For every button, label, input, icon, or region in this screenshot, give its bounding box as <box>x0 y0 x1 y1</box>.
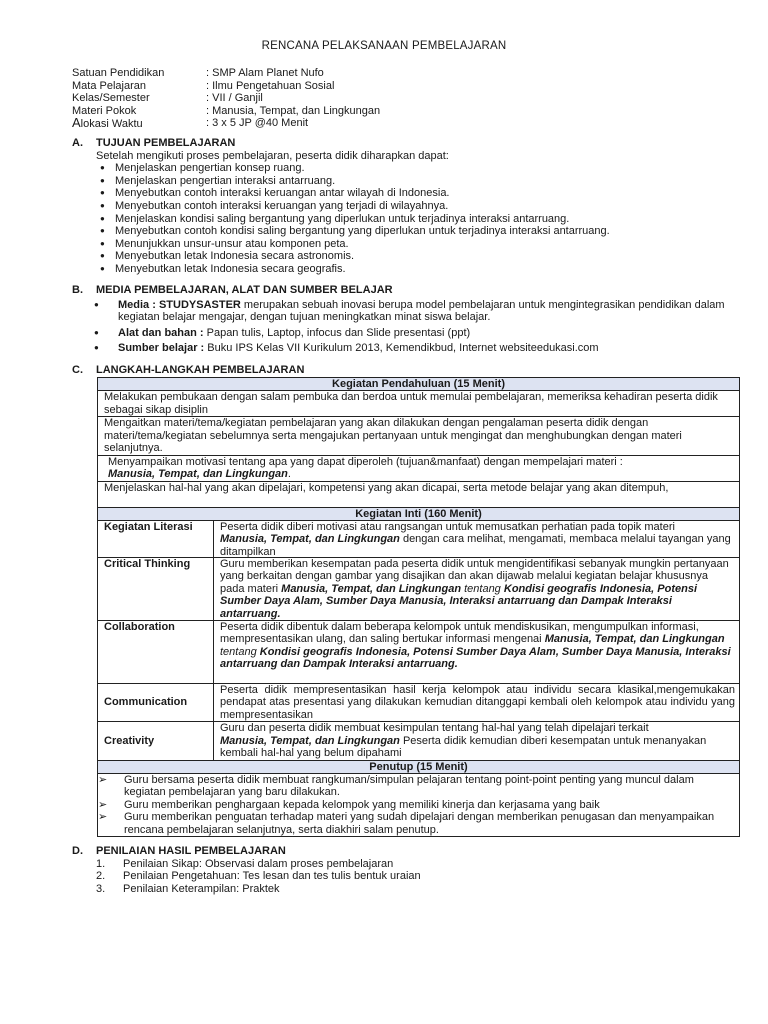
list-item: ● Menyebutkan contoh interaksi keruangan yang terjadi di wilayahnya. <box>96 200 742 213</box>
subtopic-text: Kondisi geografis Indonesia, Potensi Sumber Daya Alam, Sumber Daya Manusia, Interaksi antarruang dan Dampak Interaksi antarruang. <box>220 645 731 671</box>
list-item: ● Menyebutkan letak Indonesia secara astronomis. <box>96 250 742 263</box>
table-cell <box>214 621 740 684</box>
penutup-header: Penutup (15 Menit) <box>98 760 740 773</box>
table-row <box>98 455 740 481</box>
section-title: LANGKAH-LANGKAH PEMBELAJARAN <box>96 364 305 376</box>
identity-row <box>72 67 380 80</box>
list-item: ➢ Guru memberikan penghargaan kepada kelompok yang memiliki kinerja dan kerjasama yang baik <box>102 799 735 811</box>
table-cell <box>98 455 740 481</box>
identity-value: : Ilmu Pengetahuan Sosial <box>206 79 335 92</box>
identity-value: : SMP Alam Planet Nufo <box>206 67 324 79</box>
cell-text: Peserta didik kemudian diberi kesempatan untuk menanyakan kembali hal-hal yang belum dipahami <box>220 734 707 760</box>
list-item <box>94 342 742 355</box>
table-row <box>98 722 740 760</box>
table-cell <box>214 521 740 558</box>
table-row <box>98 391 740 417</box>
cell-text: Guru dan peserta didik membuat kesimpulan tentang hal-hal yang telah dipelajari terkait <box>220 722 649 735</box>
identity-row <box>72 105 380 118</box>
table-row <box>98 621 740 684</box>
list-item: ➢ Guru bersama peserta didik membuat rangkuman/simpulan pelajaran tentang point-point penting yang muncul dalam kegiatan pembelajaran yang baru dilakukan. <box>102 774 735 799</box>
media-list <box>72 299 742 355</box>
item-text: Buku IPS Kelas VII Kurikulum 2013, Kemendikbud, Internet websiteedukasi.com <box>204 342 599 355</box>
section-heading <box>72 845 742 858</box>
table-cell <box>98 773 740 836</box>
motivasi-end: . <box>287 468 291 481</box>
topic-text: Manusia, Tempat, dan Lingkungan <box>544 633 725 646</box>
list-item: ● Menyebutkan letak Indonesia secara geografis. <box>96 263 742 276</box>
section-intro: Setelah mengikuti proses pembelajaran, peserta didik diharapkan dapat: <box>96 149 449 162</box>
table-row <box>98 521 740 558</box>
section-langkah <box>72 364 742 377</box>
cell-text: tentang <box>220 645 260 658</box>
list-item <box>96 858 742 871</box>
tujuan-list <box>72 162 742 275</box>
motivasi-text: Menyampaikan motivasi tentang apa yang dapat diperoleh (tujuan&manfaat) dengan mempelajari materi : <box>108 455 623 468</box>
cell-text: Guru memberikan kesempatan pada peserta didik untuk mengidentifikasi sebanyak mungkin pertanyaan yang berkaitan dengan gambar yang disajikan dan akan dijawab melalui kegiatan belajar khususnya pada materi <box>220 558 729 595</box>
identity-row <box>72 80 380 93</box>
section-tujuan <box>72 137 742 276</box>
section-letter: C. <box>72 364 83 376</box>
identity-key: Satuan Pendidikan <box>72 67 165 79</box>
identity-value: : 3 x 5 JP @40 Menit <box>206 117 309 130</box>
item-text: Papan tulis, Laptop, infocus dan Slide presentasi (ppt) <box>203 326 471 339</box>
item-number: 3. <box>96 882 106 895</box>
list-item: ● Menjelaskan pengertian interaksi antarruang. <box>96 175 742 188</box>
item-label: Sumber belajar : <box>118 342 205 355</box>
section-heading <box>72 284 742 297</box>
item-text: Penilaian Pengetahuan: Tes lesan dan tes tulis bentuk uraian <box>123 870 421 883</box>
table-row <box>98 507 740 520</box>
identity-key: Mata Pelajaran <box>72 79 146 92</box>
identity-value: : Manusia, Tempat, dan Lingkungan <box>206 104 381 117</box>
list-item: ● Menyebutkan contoh interaksi keruangan antar wilayah di Indonesia. <box>96 187 742 200</box>
identity-row <box>72 92 380 105</box>
literasi-label: Kegiatan Literasi <box>98 521 214 558</box>
identity-value: : VII / Ganjil <box>206 92 263 105</box>
table-cell: Peserta didik mempresentasikan hasil kerja kelompok atau individu secara klasikal,mengemukakan pendapat atas presentasi yang dilakukan kemudian ditanggapi kembali oleh kelompok atau individu yang mempresentasikan <box>214 684 740 722</box>
identity-row <box>72 117 380 130</box>
section-media <box>72 284 742 358</box>
section-letter: B. <box>72 284 83 296</box>
list-item: ● Menyebutkan contoh kondisi saling bergantung yang diperlukan untuk terjadinya interaksi antarruang. <box>96 225 742 238</box>
table-row <box>98 760 740 773</box>
topic-text: Manusia, Tempat, dan Lingkungan <box>281 582 462 595</box>
communication-label: Communication <box>98 684 214 722</box>
table-row <box>98 773 740 836</box>
identity-block <box>72 67 380 130</box>
section-heading <box>72 137 742 150</box>
table-row <box>98 417 740 455</box>
section-title: MEDIA PEMBELAJARAN, ALAT DAN SUMBER BELAJAR <box>96 284 393 296</box>
table-cell: Mengaitkan materi/tema/kegiatan pembelajaran yang akan dilakukan dengan pengalaman peserta didik dengan materi/tema/kegiatan sebelumnya serta mengajukan pertanyaan untuk mengingat dan menghubungkan dengan materi selanjutnya. <box>98 417 740 455</box>
section-letter: A. <box>72 137 83 149</box>
table-cell <box>214 722 740 760</box>
list-item: ● Menjelaskan pengertian konsep ruang. <box>96 162 742 175</box>
critical-thinking-label: Critical Thinking <box>98 558 214 621</box>
identity-key: Materi Pokok <box>72 104 137 117</box>
penilaian-list <box>72 858 742 896</box>
table-cell: Menjelaskan hal-hal yang akan dipelajari, kompetensi yang akan dicapai, serta metode belajar yang akan ditempuh, <box>98 481 740 507</box>
table-cell: Melakukan pembukaan dengan salam pembuka dan berdoa untuk memulai pembelajaran, memeriksa kehadiran peserta didik sebagai sikap disiplin <box>98 391 740 417</box>
identity-key-rest: lokasi Waktu <box>80 118 143 131</box>
cell-text: dengan cara melihat, mengamati, membaca melalui tayangan yang ditampilkan <box>220 533 731 558</box>
section-heading <box>72 364 742 377</box>
list-item: ● Menunjukkan unsur-unsur atau komponen peta. <box>96 238 742 251</box>
langkah-table-wrap <box>97 377 739 837</box>
list-item: ● Menjelaskan kondisi saling bergantung yang diperlukan untuk terjadinya interaksi antarruang. <box>96 213 742 226</box>
cell-content <box>220 521 735 557</box>
section-penilaian <box>72 845 742 895</box>
list-item <box>96 883 742 896</box>
section-letter: D. <box>72 845 83 857</box>
topic-text: Manusia, Tempat, dan Lingkungan <box>220 533 400 546</box>
item-text: Penilaian Keterampilan: Praktek <box>123 882 280 895</box>
pendahuluan-header: Kegiatan Pendahuluan (15 Menit) <box>98 378 740 391</box>
item-text: merupakan sebuah inovasi berupa model pembelajaran untuk mengintegrasikan pendidikan dalam kegiatan belajar mengajar, dengan tujuan meningkatkan minat siswa belajar. <box>118 298 725 324</box>
cell-text: Peserta didik dibentuk dalam beberapa kelompok untuk mendiskusikan, mengumpulkan informasi, mempresentasikan ulang, dan saling bertukar informasi mengenai <box>220 621 699 646</box>
item-text: Penilaian Sikap: Observasi dalam proses pembelajaran <box>123 857 394 870</box>
item-number: 2. <box>96 870 106 883</box>
list-item <box>96 870 742 883</box>
identity-key-initial: A <box>72 115 81 131</box>
subtopic-text: Kondisi geografis Indonesia, Potensi Sumber Daya Alam, Sumber Daya Manusia, Interaksi antarruang dan Dampak Interaksi antarruang. <box>220 582 698 620</box>
cell-text: Peserta didik diberi motivasi atau rangsangan untuk memusatkan perhatian pada topik materi <box>220 521 675 534</box>
langkah-table <box>97 377 740 837</box>
table-row <box>98 481 740 507</box>
document-title: RENCANA PELAKSANAAN PEMBELAJARAN <box>261 40 507 52</box>
table-row <box>98 684 740 722</box>
item-label: Alat dan bahan : <box>118 326 204 339</box>
inti-header: Kegiatan Inti (160 Menit) <box>98 507 740 520</box>
collaboration-label: Collaboration <box>98 621 214 684</box>
section-title: PENILAIAN HASIL PEMBELAJARAN <box>96 845 286 857</box>
list-item <box>94 327 742 340</box>
list-item <box>94 299 742 324</box>
topic-text: Manusia, Tempat, dan Lingkungan <box>108 468 288 481</box>
table-row <box>98 378 740 391</box>
topic-text: Manusia, Tempat, dan Lingkungan <box>220 734 400 747</box>
identity-key <box>72 117 206 130</box>
identity-key: Kelas/Semester <box>72 92 150 105</box>
item-label: Media : STUDYSASTER <box>118 298 241 311</box>
section-title: TUJUAN PEMBELAJARAN <box>96 137 236 149</box>
cell-text: tentang <box>461 582 504 595</box>
table-cell <box>214 558 740 621</box>
table-row <box>98 558 740 621</box>
list-item: ➢ Guru memberikan penguatan terhadap materi yang sudah dipelajari dengan memberikan penugasan dan menyampaikan rencana pembelajaran selanjutnya, serta diakhiri salam penutup. <box>102 811 735 836</box>
creativity-label: Creativity <box>98 722 214 760</box>
item-number: 1. <box>96 857 106 870</box>
penutup-list <box>102 774 735 836</box>
